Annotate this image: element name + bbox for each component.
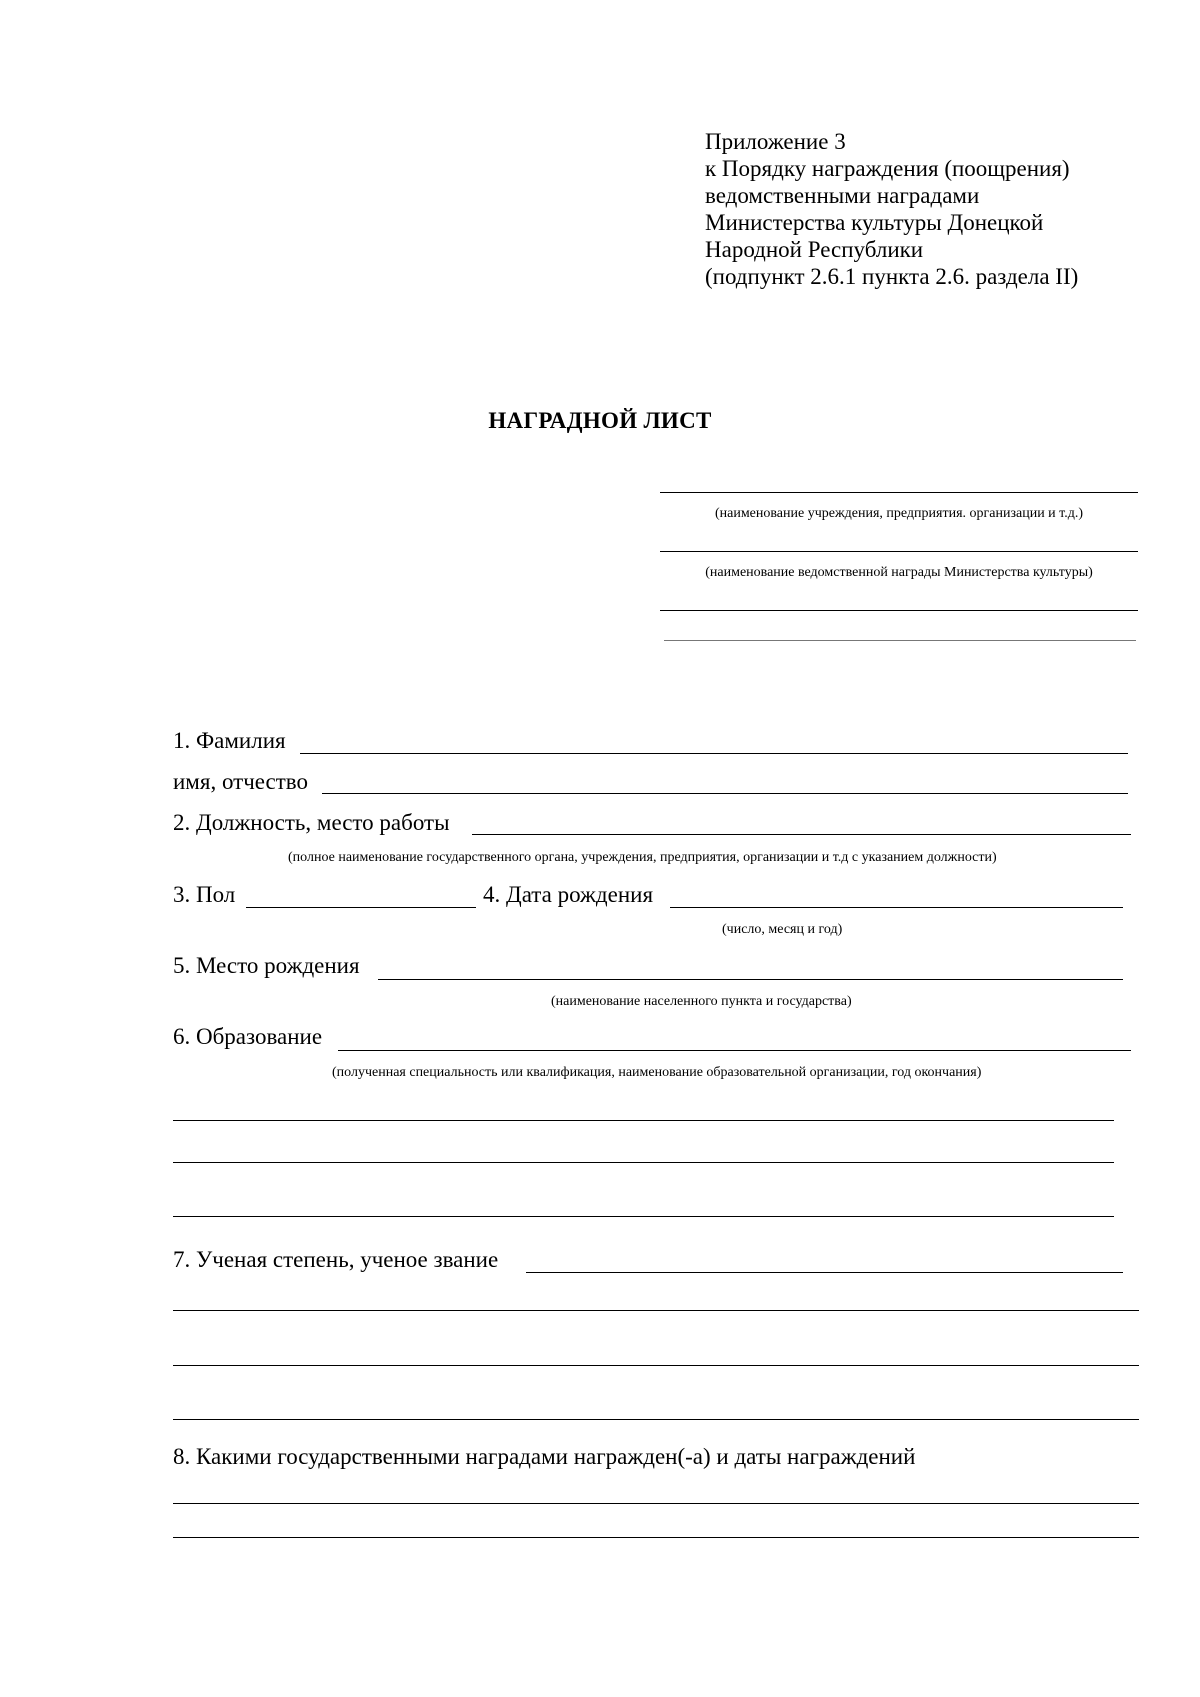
appendix-line-1: Приложение 3 xyxy=(705,129,846,154)
institution-caption: (наименование учреждения, предприятия. организации и т.д.) xyxy=(714,506,1084,521)
birth-place-input-line[interactable] xyxy=(378,979,1123,980)
education-label: 6. Образование xyxy=(173,1024,323,1049)
appendix-line-3: ведомственными наградами xyxy=(705,183,980,208)
birth-place-label: 5. Место рождения xyxy=(173,953,360,978)
degree-input-line[interactable] xyxy=(526,1272,1123,1273)
sex-input-line[interactable] xyxy=(246,907,476,908)
state-awards-line-1[interactable] xyxy=(173,1503,1139,1504)
education-extra-line-1[interactable] xyxy=(173,1120,1114,1121)
position-label: 2. Должность, место работы xyxy=(173,810,450,835)
appendix-line-6: (подпункт 2.6.1 пункта 2.6. раздела II) xyxy=(705,264,1079,289)
appendix-line-4: Министерства культуры Донецкой xyxy=(705,210,1044,235)
degree-extra-line-1[interactable] xyxy=(173,1310,1139,1311)
birth-date-label: 4. Дата рождения xyxy=(483,882,654,907)
appendix-line-5: Народной Республики xyxy=(705,237,924,262)
award-extra-line-2[interactable] xyxy=(664,640,1136,641)
education-extra-line-2[interactable] xyxy=(173,1162,1114,1163)
birth-date-caption: (число, месяц и год) xyxy=(722,922,843,937)
degree-label: 7. Ученая степень, ученое звание xyxy=(173,1247,499,1272)
surname-input-line[interactable] xyxy=(300,753,1128,754)
appendix-header xyxy=(705,128,1175,290)
surname-label: 1. Фамилия xyxy=(173,728,286,753)
degree-extra-line-2[interactable] xyxy=(173,1365,1139,1366)
education-input-line[interactable] xyxy=(338,1050,1131,1051)
award-extra-line-1[interactable] xyxy=(660,610,1138,611)
name-patronymic-label: имя, отчество xyxy=(173,769,309,794)
birth-place-caption: (наименование населенного пункта и государства) xyxy=(551,994,852,1009)
education-extra-line-3[interactable] xyxy=(173,1216,1114,1217)
institution-input-line[interactable] xyxy=(660,492,1138,493)
position-input-line[interactable] xyxy=(472,834,1131,835)
document-title: НАГРАДНОЙ ЛИСТ xyxy=(488,408,712,433)
sex-label: 3. Пол xyxy=(173,882,236,907)
appendix-line-2: к Порядку награждения (поощрения) xyxy=(705,156,1070,181)
award-caption: (наименование ведомственной награды Министерства культуры) xyxy=(705,565,1093,580)
award-input-line[interactable] xyxy=(660,551,1138,552)
state-awards-label: 8. Какими государственными наградами награжден(-а) и даты награждений xyxy=(173,1444,916,1469)
birth-date-input-line[interactable] xyxy=(670,907,1123,908)
degree-extra-line-3[interactable] xyxy=(173,1419,1139,1420)
education-caption: (полученная специальность или квалификация, наименование образовательной организации, год окончания) xyxy=(332,1065,982,1080)
state-awards-line-2[interactable] xyxy=(173,1537,1139,1538)
position-caption: (полное наименование государственного органа, учреждения, предприятия, организации и т.д с указанием должности) xyxy=(288,850,997,865)
name-patronymic-input-line[interactable] xyxy=(322,793,1128,794)
